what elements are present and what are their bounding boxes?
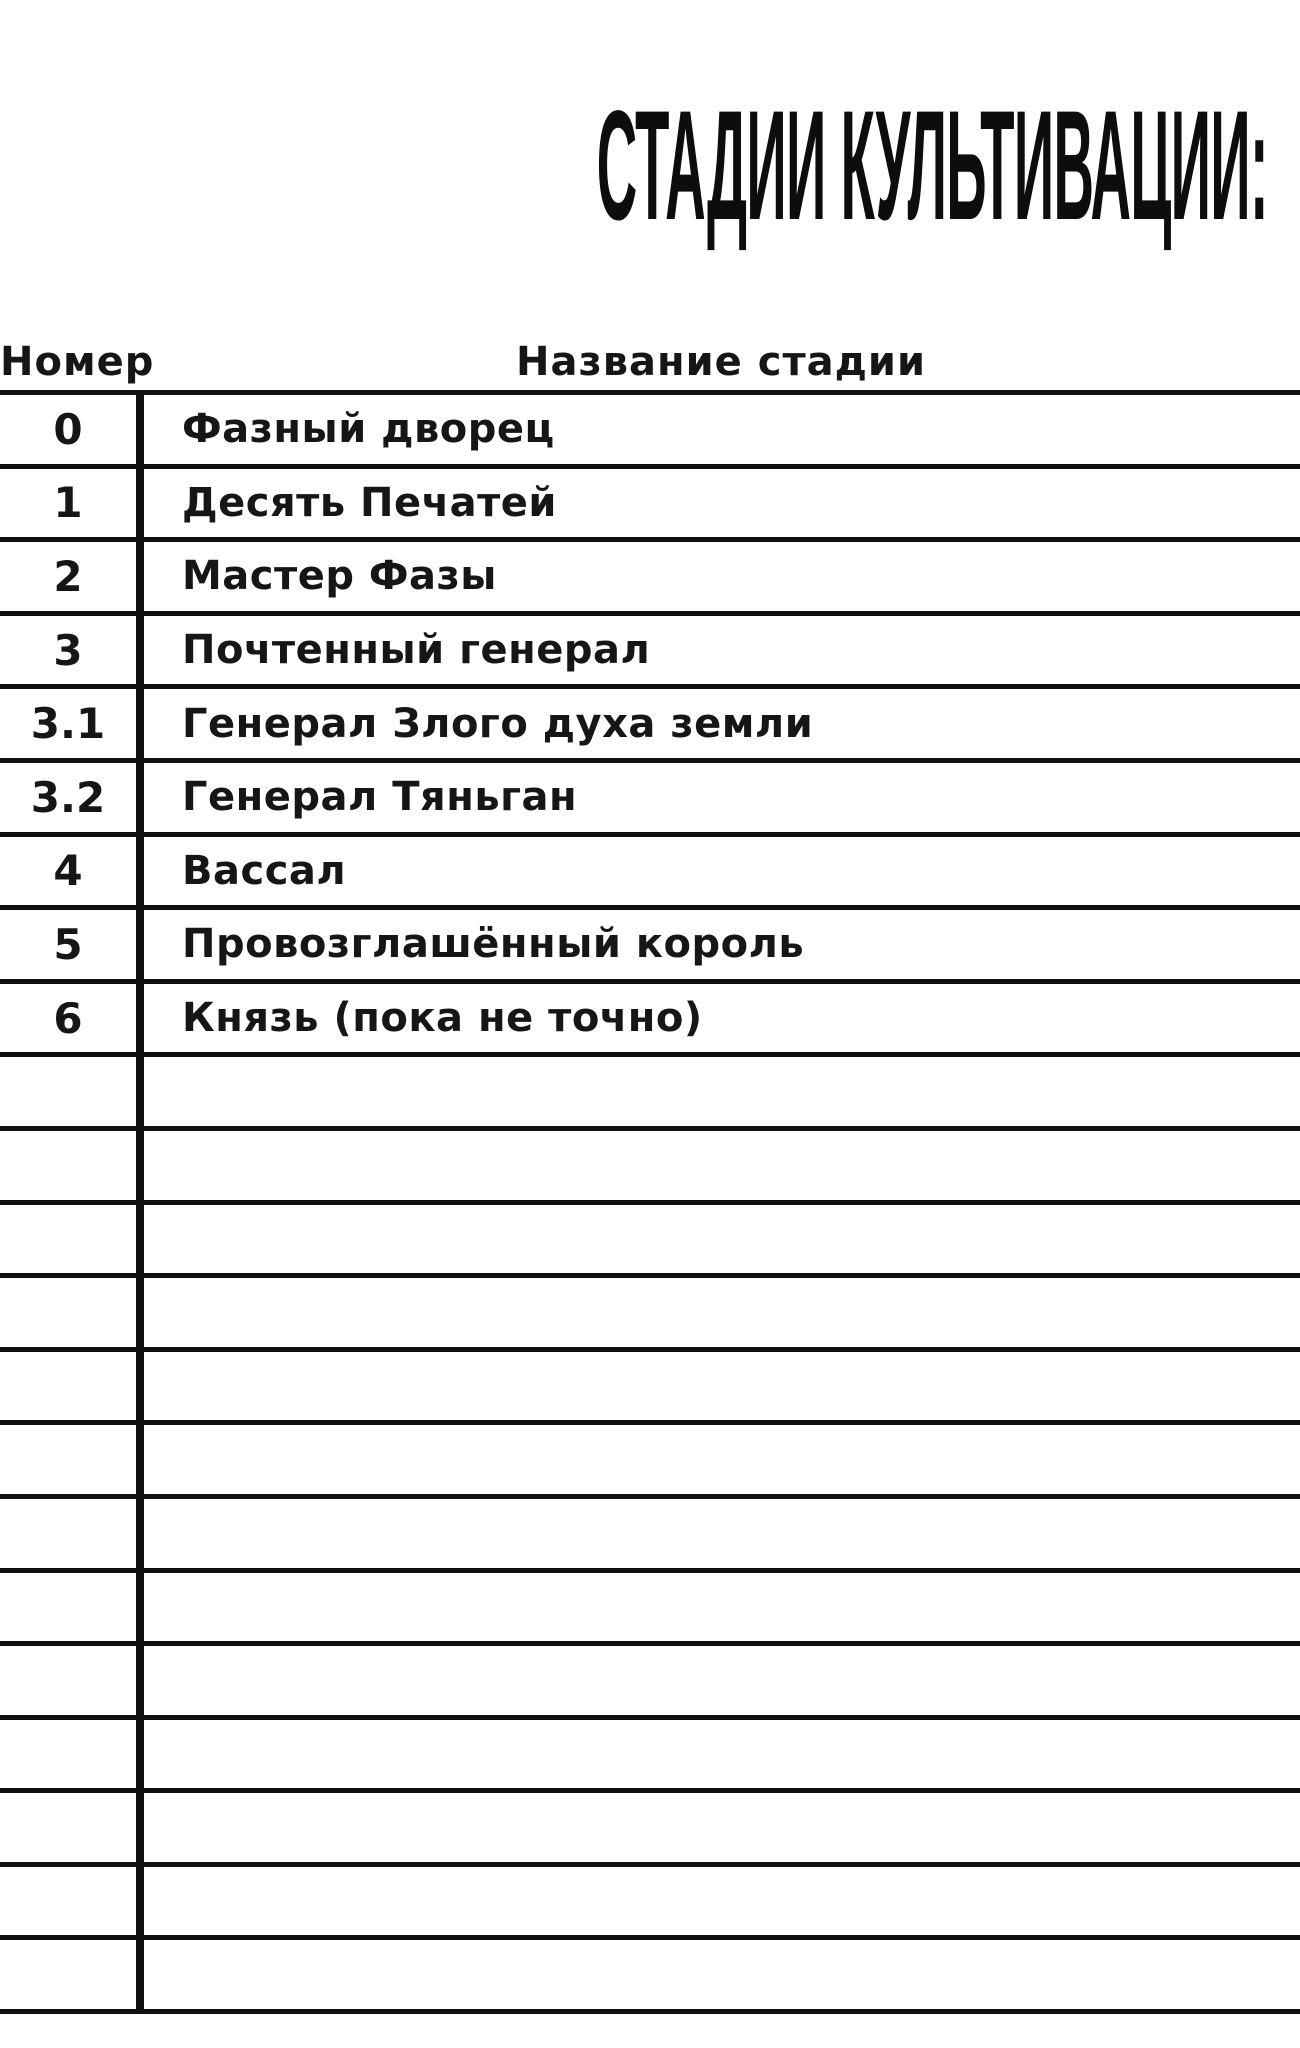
- table-row: [0, 616, 1300, 690]
- table-row-empty: [0, 1205, 1300, 1279]
- stage-number: 5: [53, 919, 83, 969]
- stage-number: [0, 1499, 136, 1568]
- stage-name: [136, 1131, 1300, 1200]
- stage-name: Мастер Фазы: [136, 542, 1300, 611]
- stage-name: [136, 1940, 1300, 2009]
- table-row-empty: [0, 1793, 1300, 1867]
- stage-name: Десять Печатей: [136, 469, 1300, 538]
- stage-name: [136, 1057, 1300, 1126]
- stage-number: [0, 1793, 136, 1862]
- stage-number: [0, 1720, 136, 1789]
- table-row-empty: [0, 1057, 1300, 1131]
- stage-name: [136, 1720, 1300, 1789]
- table-row-empty: [0, 1867, 1300, 1941]
- table-header-row: [0, 330, 1300, 390]
- column-header-number: Номер: [0, 339, 155, 385]
- table-row-empty: [0, 1499, 1300, 1573]
- table-row: [0, 689, 1300, 763]
- stage-name: [136, 1205, 1300, 1274]
- table-row: [0, 395, 1300, 469]
- stage-name: [136, 1425, 1300, 1494]
- stage-number: [0, 1573, 136, 1642]
- stage-number: [0, 1940, 136, 2009]
- stage-name: Генерал Злого духа земли: [136, 689, 1300, 758]
- stage-name: Провозглашённый король: [136, 910, 1300, 979]
- stage-number: 1: [53, 478, 83, 528]
- stage-number: [0, 1205, 136, 1274]
- stage-name: [136, 1646, 1300, 1715]
- table-row-empty: [0, 1646, 1300, 1720]
- table-row-empty: [0, 1278, 1300, 1352]
- page-title-text: СТАДИИ КУЛЬТИВАЦИИ:: [596, 79, 1268, 253]
- stages-table: [0, 390, 1300, 2014]
- table-row: [0, 837, 1300, 911]
- stage-number: [0, 1131, 136, 1200]
- stage-number: [0, 1278, 136, 1347]
- stage-number: 2: [53, 551, 83, 601]
- stage-number: [0, 1057, 136, 1126]
- stage-number: [0, 1425, 136, 1494]
- table-row-empty: [0, 1352, 1300, 1426]
- stage-name: [136, 1793, 1300, 1862]
- stage-name: Генерал Тяньган: [136, 763, 1300, 832]
- table-row: [0, 763, 1300, 837]
- table-row-empty: [0, 1573, 1300, 1647]
- stage-number: 3: [53, 625, 83, 675]
- table-row: [0, 542, 1300, 616]
- table-row-empty: [0, 1131, 1300, 1205]
- table-row: [0, 984, 1300, 1058]
- stage-name: [136, 1278, 1300, 1347]
- column-header-stage-name: Название стадии: [516, 339, 926, 385]
- table-row: [0, 910, 1300, 984]
- stage-number: 3.1: [30, 699, 106, 749]
- stage-number: [0, 1352, 136, 1421]
- stage-number: [0, 1867, 136, 1936]
- table-row-empty: [0, 1940, 1300, 2014]
- stage-name: Вассал: [136, 837, 1300, 906]
- stage-name: [136, 1867, 1300, 1936]
- stage-name: [136, 1499, 1300, 1568]
- table-row-empty: [0, 1720, 1300, 1794]
- stage-name: [136, 1352, 1300, 1421]
- stage-number: 4: [53, 846, 83, 896]
- stage-name: [136, 1573, 1300, 1642]
- table-row: [0, 469, 1300, 543]
- stage-name: Почтенный генерал: [136, 616, 1300, 685]
- table-row-empty: [0, 1425, 1300, 1499]
- stage-number: [0, 1646, 136, 1715]
- stage-name: Фазный дворец: [136, 395, 1300, 464]
- stage-number: 3.2: [30, 772, 106, 822]
- stage-number: 6: [53, 993, 83, 1043]
- stage-name: Князь (пока не точно): [136, 984, 1300, 1053]
- page-title: [0, 79, 1300, 253]
- stage-number: 0: [53, 404, 83, 454]
